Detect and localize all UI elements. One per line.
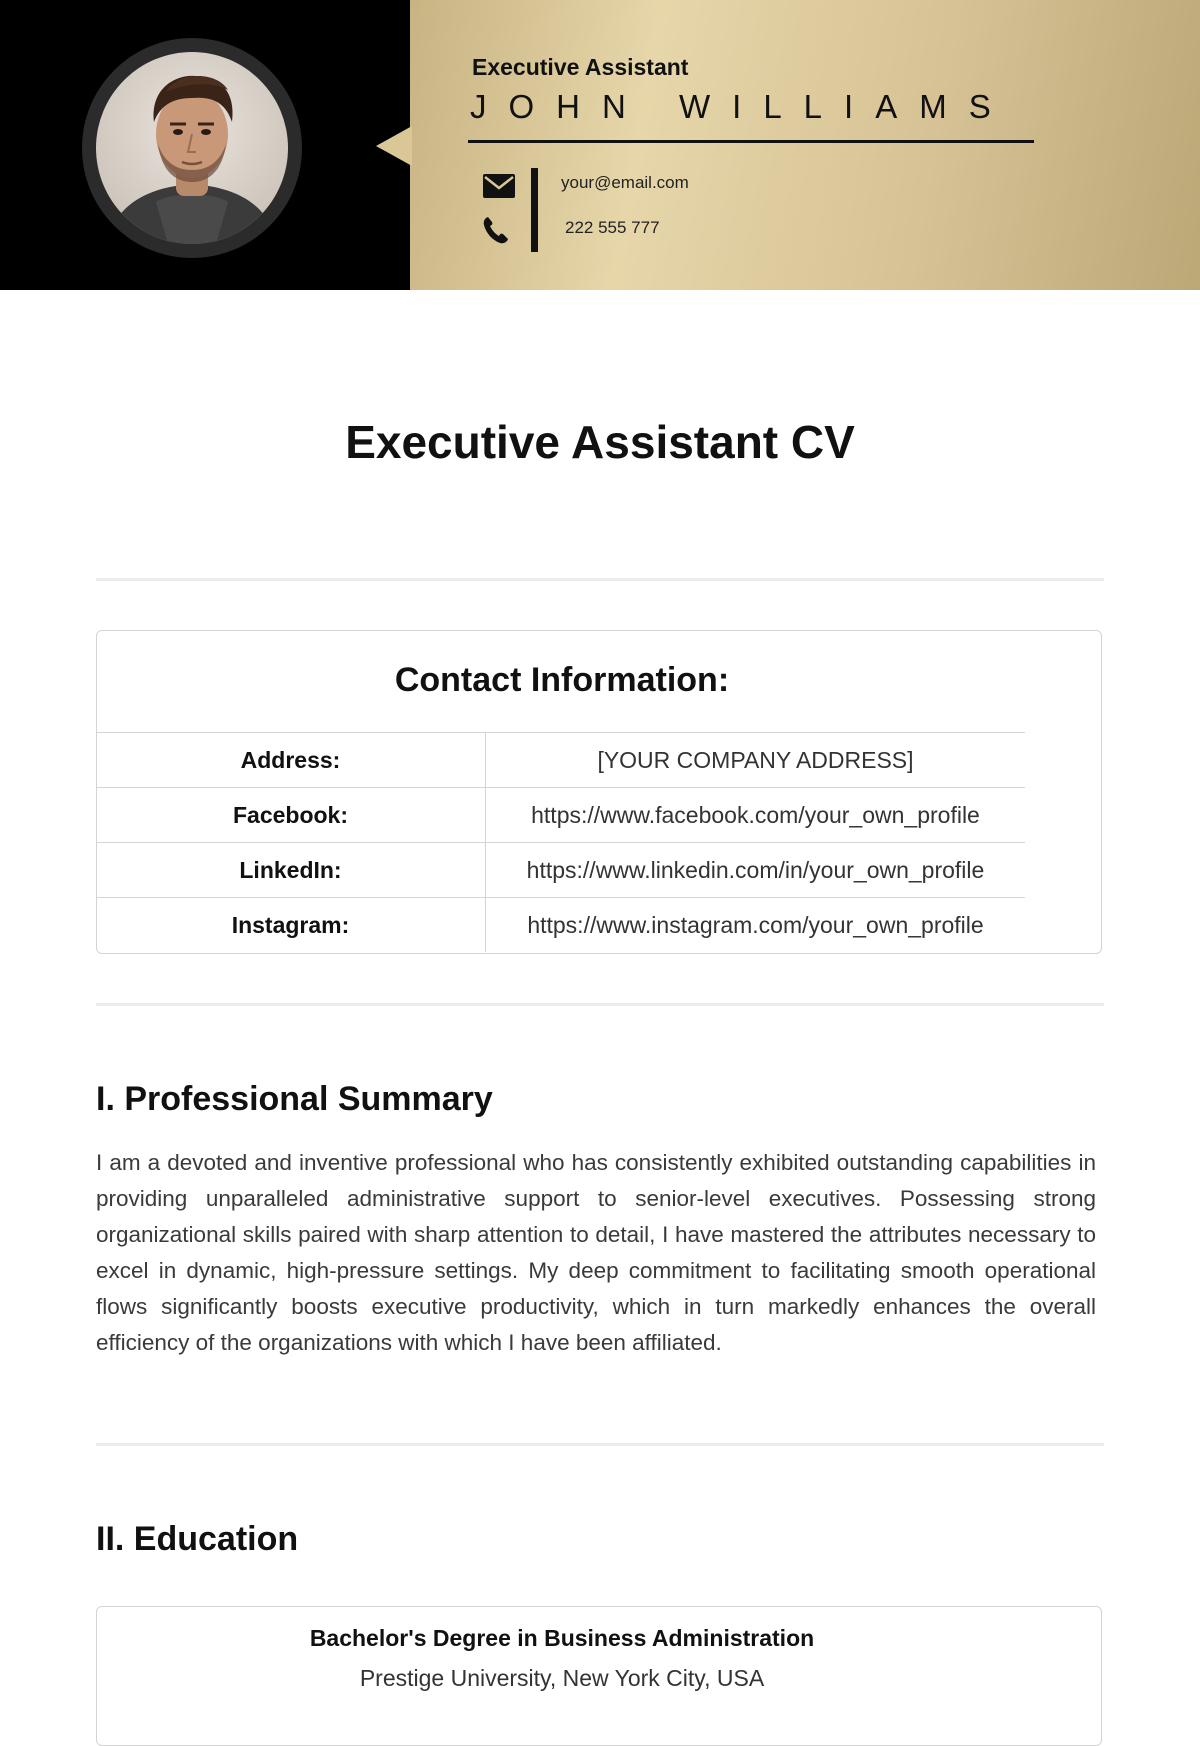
table-row — [96, 898, 1025, 953]
education-heading: II. Education — [96, 1520, 299, 1558]
profile-photo-frame — [82, 38, 302, 258]
header-gold-panel — [410, 0, 1200, 290]
divider-contact — [96, 1003, 1104, 1006]
contact-link-facebook[interactable]: https://www.facebook.com/your_own_profile — [486, 788, 1026, 843]
education-school: Prestige University, New York City, USA — [359, 1665, 765, 1691]
person-name: JOHN WILLIAMS — [470, 88, 1013, 125]
envelope-icon — [483, 174, 515, 198]
contact-heading: Contact Information: — [394, 661, 730, 699]
education-degree: Bachelor's Degree in Business Administration — [309, 1625, 815, 1651]
education-box — [96, 1606, 1102, 1746]
email-address[interactable]: your@email.com — [561, 173, 689, 192]
contact-table — [96, 732, 1025, 952]
contact-divider-bar — [531, 168, 538, 252]
cv-header — [0, 0, 1200, 290]
contact-label-instagram: Instagram: — [96, 898, 486, 953]
contact-link-linkedin[interactable]: https://www.linkedin.com/in/your_own_profile — [486, 843, 1026, 898]
contact-label-facebook: Facebook: — [96, 788, 486, 843]
divider-summary — [96, 1443, 1104, 1446]
phone-icon — [483, 216, 509, 244]
summary-heading: I. Professional Summary — [96, 1080, 493, 1118]
contact-information-box — [96, 630, 1102, 954]
profile-photo — [96, 52, 288, 244]
person-portrait-icon — [96, 52, 288, 244]
divider-top — [96, 578, 1104, 581]
name-underline — [468, 140, 1034, 143]
contact-value-address: [YOUR COMPANY ADDRESS] — [486, 733, 1026, 788]
table-row — [96, 788, 1025, 843]
contact-link-instagram[interactable]: https://www.instagram.com/your_own_profile — [486, 898, 1026, 953]
header-pointer — [376, 126, 412, 166]
job-title: Executive Assistant — [472, 54, 689, 80]
table-row — [96, 733, 1025, 788]
summary-text: I am a devoted and inventive professional who has consistently exhibited outstanding capabilities in providing unparalleled administrative support to senior-level executives. Possessing strong organizational skills paired with sharp attention to detail, I have mastered the attributes necessary to excel in dynamic, high-pressure settings. My deep commitment to facilitating smooth operational flows significantly boosts executive productivity, which in turn markedly enhances the overall efficiency of the organizations with which I have been affiliated. — [96, 1150, 1096, 1355]
contact-label-address: Address: — [96, 733, 486, 788]
contact-label-linkedin: LinkedIn: — [96, 843, 486, 898]
document-title: Executive Assistant CV — [345, 416, 855, 468]
phone-number[interactable]: 222 555 777 — [565, 218, 660, 237]
table-row — [96, 843, 1025, 898]
